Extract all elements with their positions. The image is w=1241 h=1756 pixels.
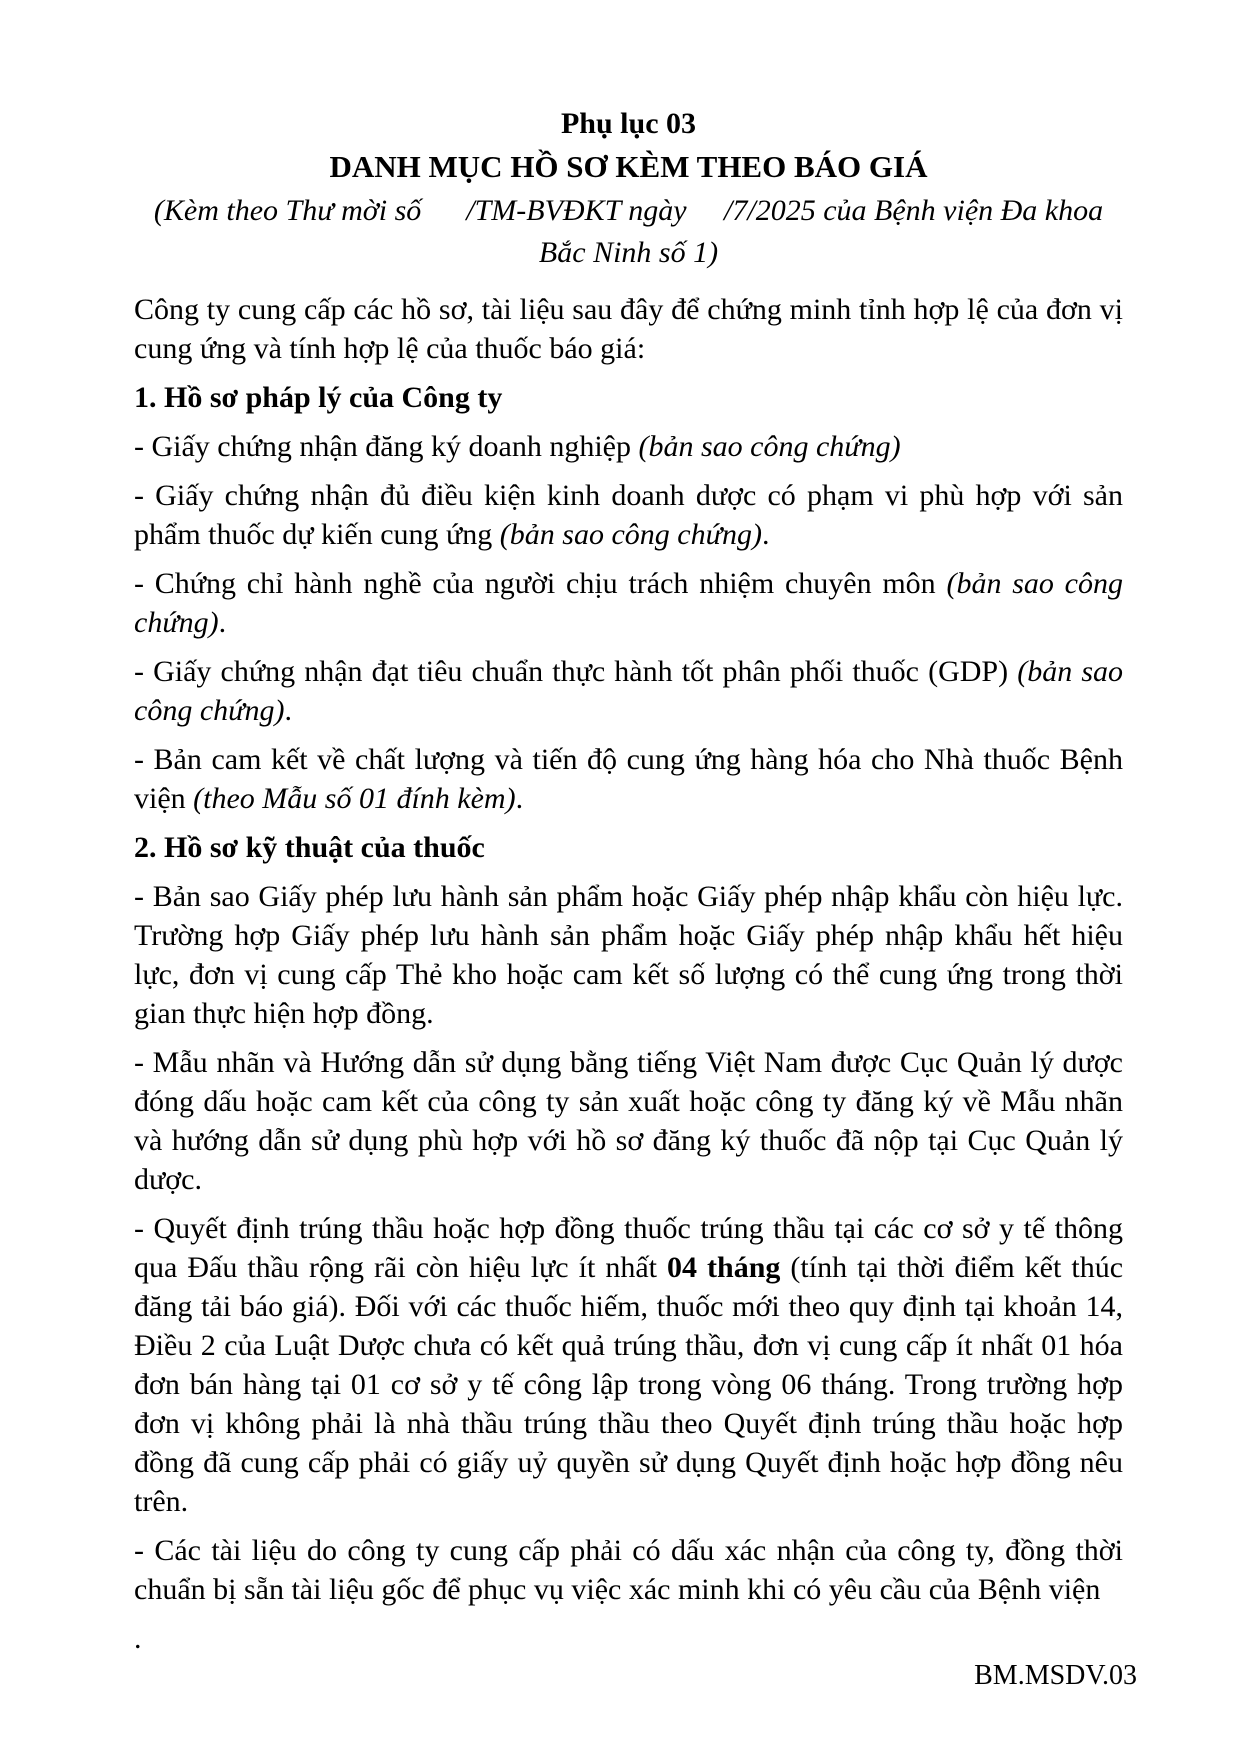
legal-item-text: - Giấy chứng nhận đủ điều kiện kinh doanh dược có phạm vi phù hợp với sản phẩm thuốc dự kiến cung ứng — [134, 479, 1123, 551]
attached-form-note: (theo Mẫu số 01 đính kèm) — [193, 782, 516, 815]
section-legal-heading: 1. Hồ sơ pháp lý của Công ty — [134, 381, 503, 414]
section-technical-heading: 2. Hồ sơ kỹ thuật của thuốc — [134, 831, 485, 864]
notarized-copy-note: (bản sao công chứng) — [499, 518, 762, 551]
legal-item-quality-commitment — [134, 740, 1123, 818]
trailing-period: . — [134, 1622, 142, 1655]
legal-item-suffix: . — [761, 518, 770, 551]
technical-item-company-stamp: - Các tài liệu do công ty cung cấp phải có dấu xác nhận của công ty, đồng thời chuẩn bị sẵn tài liệu gốc để phục vụ việc xác minh khi có yêu cầu của Bệnh viện — [134, 1534, 1123, 1606]
notarized-copy-note: (bản sao công chứng) — [638, 430, 901, 463]
legal-item-gdp-certificate — [134, 652, 1123, 730]
legal-item-text: - Giấy chứng nhận đạt tiêu chuẩn thực hành tốt phân phối thuốc (GDP) — [134, 655, 1018, 688]
tender-duration-bold: 04 tháng — [667, 1251, 781, 1284]
notarized-copy-note: (bản sao công chứng) — [134, 567, 1123, 639]
legal-item-suffix: . — [218, 606, 227, 639]
legal-item-business-conditions — [134, 476, 1123, 554]
legal-item-text: - Chứng chỉ hành nghề của người chịu trách nhiệm chuyên môn — [134, 567, 947, 600]
technical-item-label-instructions: - Mẫu nhãn và Hướng dẫn sử dụng bằng tiếng Việt Nam được Cục Quản lý dược đóng dấu hoặc cam kết của công ty sản xuất hoặc công ty đăng ký về Mẫu nhãn và hướng dẫn sử dụng phù hợp với hồ sơ đăng ký thuốc đã nộp tại Cục Quản lý dược. — [134, 1046, 1123, 1196]
legal-item-text: - Giấy chứng nhận đăng ký doanh nghiệp — [134, 430, 639, 463]
intro-paragraph: Công ty cung cấp các hồ sơ, tài liệu sau đây để chứng minh tỉnh hợp lệ của đơn vị cung ứng và tính hợp lệ của thuốc báo giá: — [134, 293, 1123, 365]
document-subtitle: (Kèm theo Thư mời số /TM-BVĐKT ngày /7/2025 của Bệnh viện Đa khoa Bắc Ninh số 1) — [153, 194, 1104, 269]
appendix-label: Phụ lục 03 — [560, 107, 697, 140]
legal-item-practice-certificate — [134, 564, 1123, 642]
legal-item-business-registration — [134, 427, 1123, 466]
form-code-footer: BM.MSDV.03 — [974, 1660, 1137, 1691]
page-title: DANH MỤC HỒ SƠ KÈM THEO BÁO GIÁ — [329, 149, 928, 184]
technical-item-tender-decision — [134, 1209, 1123, 1521]
legal-item-suffix: . — [284, 694, 292, 727]
tender-text-after: (tính tại thời điểm kết thúc đăng tải báo giá). Đối với các thuốc hiếm, thuốc mới theo quy định tại khoản 14, Điều 2 của Luật Dược chưa có kết quả trúng thầu, đơn vị cung cấp ít nhất 01 hóa đơn bán hàng tại 01 cơ sở y tế công lập trong vòng 06 tháng. Trong trường hợp đơn vị không phải là nhà thầu trúng thầu theo Quyết định trúng thầu hoặc hợp đồng đã cung cấp phải có giấy uỷ quyền sử dụng Quyết định hoặc hợp đồng nêu trên. — [134, 1251, 1124, 1518]
technical-item-marketing-license: - Bản sao Giấy phép lưu hành sản phẩm hoặc Giấy phép nhập khẩu còn hiệu lực. Trường hợp Giấy phép lưu hành sản phẩm hoặc Giấy phép nhập khẩu hết hiệu lực, đơn vị cung cấp Thẻ kho hoặc cam kết số lượng có thể cung ứng trong thời gian thực hiện hợp đồng. — [134, 880, 1123, 1030]
tender-text-before: - Quyết định trúng thầu hoặc hợp đồng thuốc trúng thầu tại các cơ sở y tế thông qua Đấu thầu rộng rãi còn hiệu lực ít nhất — [134, 1212, 1123, 1284]
notarized-copy-note: (bản sao công chứng) — [134, 655, 1123, 727]
legal-item-suffix: . — [515, 782, 524, 815]
legal-item-text: - Bản cam kết về chất lượng và tiến độ cung ứng hàng hóa cho Nhà thuốc Bệnh viện — [134, 743, 1123, 815]
